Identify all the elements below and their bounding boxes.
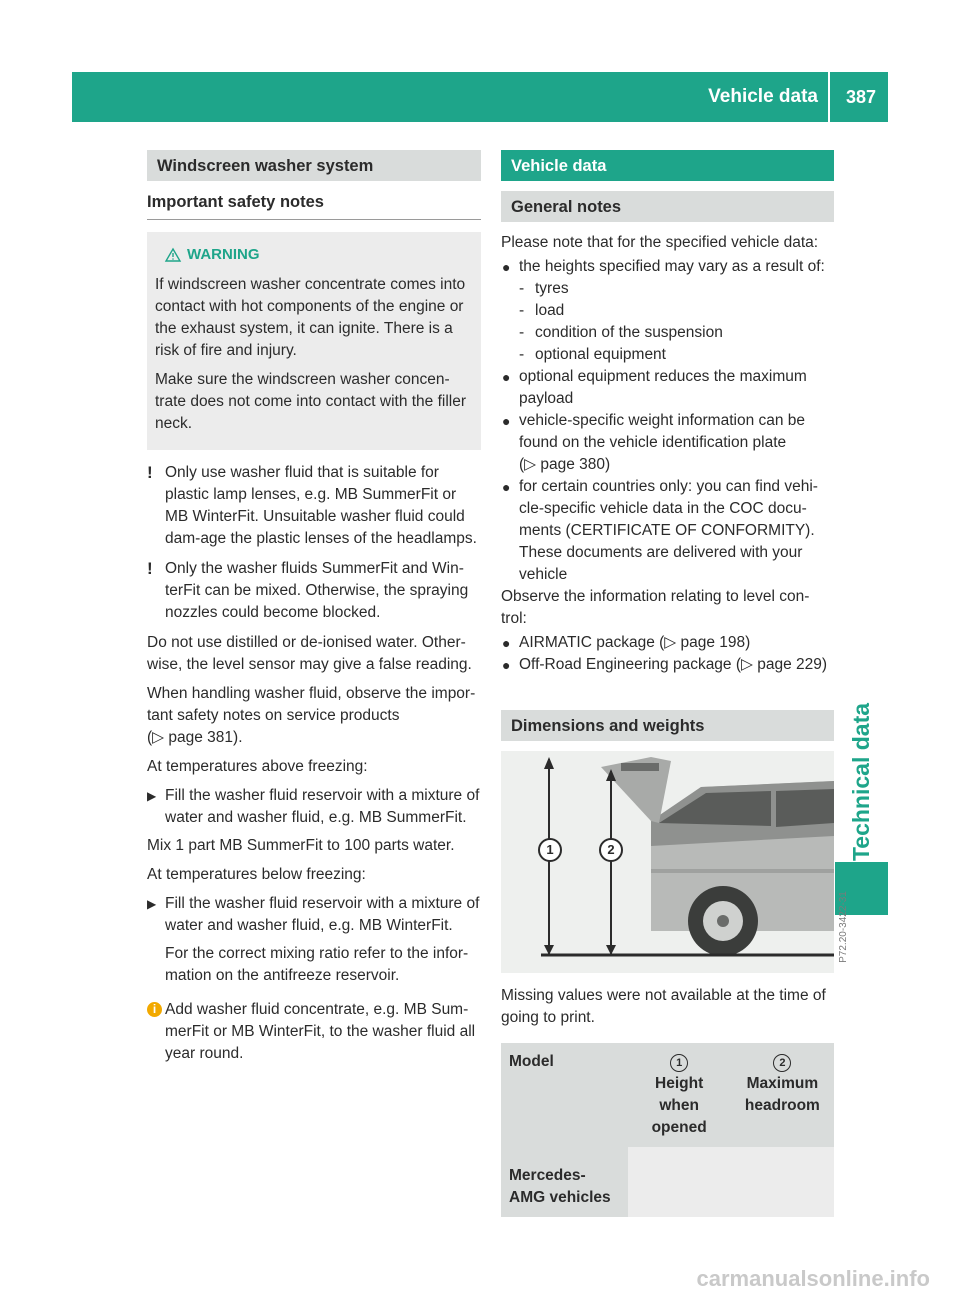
exclamation-icon: ! bbox=[147, 463, 153, 482]
bullet-icon: ● bbox=[502, 635, 511, 651]
bullet-item bbox=[501, 256, 834, 278]
warning-triangle-icon bbox=[165, 248, 181, 262]
bullet-item bbox=[501, 366, 834, 410]
bullet-text[interactable]: AIRMATIC package (▷ page 198) bbox=[519, 634, 751, 651]
sub-item-text: optional equipment bbox=[535, 346, 666, 363]
instruction-step bbox=[147, 893, 481, 987]
caution-note bbox=[147, 558, 481, 624]
sub-item-text: tyres bbox=[535, 280, 569, 297]
sub-item bbox=[501, 278, 834, 300]
warning-title-row bbox=[165, 244, 473, 266]
info-note bbox=[147, 999, 481, 1065]
step-text: Fill the washer fluid reservoir with a mixture of water and washer fluid, e.g. MB SummerFit. bbox=[165, 787, 480, 826]
table-cell-height bbox=[628, 1147, 731, 1217]
watermark-text: carmanualsonline.info bbox=[696, 1266, 930, 1291]
level-control-text: Observe the information relating to level con-trol: bbox=[501, 588, 810, 627]
info-icon: i bbox=[147, 1002, 162, 1017]
figure-code: P72.20-3422-31 bbox=[838, 891, 850, 963]
bullet-icon: ● bbox=[502, 479, 511, 495]
dimension-marker-1: 1 bbox=[538, 838, 562, 862]
info-text: Add washer fluid concentrate, e.g. MB Sum-merFit or MB WinterFit, to the washer fluid all year round. bbox=[165, 1001, 476, 1062]
bullet-item bbox=[501, 410, 834, 476]
header-title: Vehicle data bbox=[708, 86, 818, 107]
bullet-item bbox=[501, 632, 834, 654]
dash-icon: - bbox=[519, 302, 525, 319]
step-arrow-icon: ▶ bbox=[147, 789, 157, 803]
warning-paragraph: Make sure the windscreen washer concen-trate does not come into contact with the filler neck. bbox=[155, 371, 467, 432]
dimension-marker-2: 2 bbox=[599, 838, 623, 862]
step-extra-text: For the correct mixing ratio refer to the infor-mation on the antifreeze reservoir. bbox=[165, 945, 469, 984]
circled-number-1-icon: 1 bbox=[670, 1054, 688, 1072]
dash-icon: - bbox=[519, 346, 525, 363]
watermark bbox=[0, 1268, 960, 1290]
bullet-icon: ● bbox=[502, 413, 511, 429]
circled-number-2-icon: 2 bbox=[773, 1054, 791, 1072]
table-header-model: Model bbox=[501, 1043, 628, 1147]
step-text: Fill the washer fluid reservoir with a mixture of water and washer fluid, e.g. MB WinterFit. bbox=[165, 895, 480, 934]
missing-values-text: Missing values were not available at the time of going to print. bbox=[501, 987, 826, 1026]
paragraph-distilled-water: Do not use distilled or de-ionised water. Other-wise, the level sensor may give a false reading. bbox=[147, 634, 472, 673]
table-cell-headroom bbox=[731, 1147, 834, 1217]
page-reference-link[interactable]: (▷ page 381). bbox=[147, 729, 243, 746]
section-title-vehicle-data: Vehicle data bbox=[501, 150, 834, 181]
sub-item bbox=[501, 300, 834, 322]
vehicle-illustration bbox=[501, 751, 850, 973]
bullet-icon: ● bbox=[502, 369, 511, 385]
warning-box bbox=[147, 232, 481, 450]
intro-text: Please note that for the specified vehicle data: bbox=[501, 234, 819, 251]
paragraph-above-freezing: At temperatures above freezing: bbox=[147, 758, 368, 775]
bullet-text: for certain countries only: you can find vehi-cle-specific vehicle data in the COC docu-ments (CERTIFICATE OF CONFORMITY). These documents are delivered with your vehicle bbox=[519, 478, 818, 583]
dimensions-table bbox=[501, 1043, 834, 1217]
sub-item bbox=[501, 344, 834, 366]
bullet-icon: ● bbox=[502, 657, 511, 673]
table-cell-model: Mercedes-AMG vehicles bbox=[501, 1147, 628, 1217]
paragraph-below-freezing: At temperatures below freezing: bbox=[147, 866, 366, 883]
header-bar bbox=[72, 72, 888, 122]
bullet-text: the heights specified may vary as a result of: bbox=[519, 258, 825, 275]
table-header-headroom bbox=[731, 1043, 834, 1147]
dash-icon: - bbox=[519, 280, 525, 297]
table-header-height bbox=[628, 1043, 731, 1147]
bullet-text[interactable]: Off-Road Engineering package (▷ page 229) bbox=[519, 656, 828, 673]
header-separator bbox=[828, 72, 830, 122]
section-title-washer: Windscreen washer system bbox=[147, 150, 481, 181]
caution-note bbox=[147, 462, 481, 550]
table-header-label: Maximum headroom bbox=[744, 1075, 820, 1114]
left-column bbox=[147, 150, 481, 1065]
sub-item-text: condition of the suspension bbox=[535, 324, 723, 341]
bullet-item bbox=[501, 476, 834, 586]
subheading-safety: Important safety notes bbox=[147, 191, 481, 220]
warning-title: WARNING bbox=[187, 246, 260, 263]
section-title-general-notes: General notes bbox=[501, 191, 834, 222]
bullet-text: vehicle-specific weight information can be found on the vehicle identification plate bbox=[519, 412, 806, 451]
sub-item bbox=[501, 322, 834, 344]
table-row bbox=[501, 1147, 834, 1217]
caution-text: Only the washer fluids SummerFit and Win-terFit can be mixed. Otherwise, the spraying nozzles could become blocked. bbox=[165, 560, 469, 621]
warning-paragraph: If windscreen washer concentrate comes into contact with hot components of the engine or the exhaust system, it can ignite. There is a risk of fire and injury. bbox=[155, 276, 466, 359]
paragraph-handling bbox=[147, 683, 481, 749]
bullet-item bbox=[501, 654, 834, 676]
section-title-dimensions: Dimensions and weights bbox=[501, 710, 834, 741]
side-tab bbox=[835, 122, 888, 922]
right-column bbox=[501, 150, 850, 1217]
table-header-label: Height when opened bbox=[651, 1075, 707, 1136]
page-number: 387 bbox=[845, 87, 876, 107]
vehicle-tailgate-drawing bbox=[501, 751, 834, 973]
handling-text: When handling washer fluid, observe the impor-tant safety notes on service products bbox=[147, 685, 476, 724]
sub-item-text: load bbox=[535, 302, 565, 319]
paragraph-mix-ratio: Mix 1 part MB SummerFit to 100 parts water. bbox=[147, 837, 455, 854]
table-header-row bbox=[501, 1043, 834, 1147]
bullet-icon: ● bbox=[502, 259, 511, 275]
exclamation-icon: ! bbox=[147, 559, 153, 578]
instruction-step bbox=[147, 785, 481, 829]
dash-icon: - bbox=[519, 324, 525, 341]
page-reference-link[interactable]: (▷ page 380) bbox=[519, 456, 611, 473]
side-tab-label: Technical data bbox=[848, 702, 874, 862]
bullet-text: optional equipment reduces the maximum payload bbox=[519, 368, 807, 407]
step-arrow-icon: ▶ bbox=[147, 897, 157, 911]
caution-text: Only use washer fluid that is suitable for plastic lamp lenses, e.g. MB SummerFit or MB WinterFit. Unsuitable washer fluid could dam-age the plastic lenses of the headlamps. bbox=[165, 464, 477, 547]
